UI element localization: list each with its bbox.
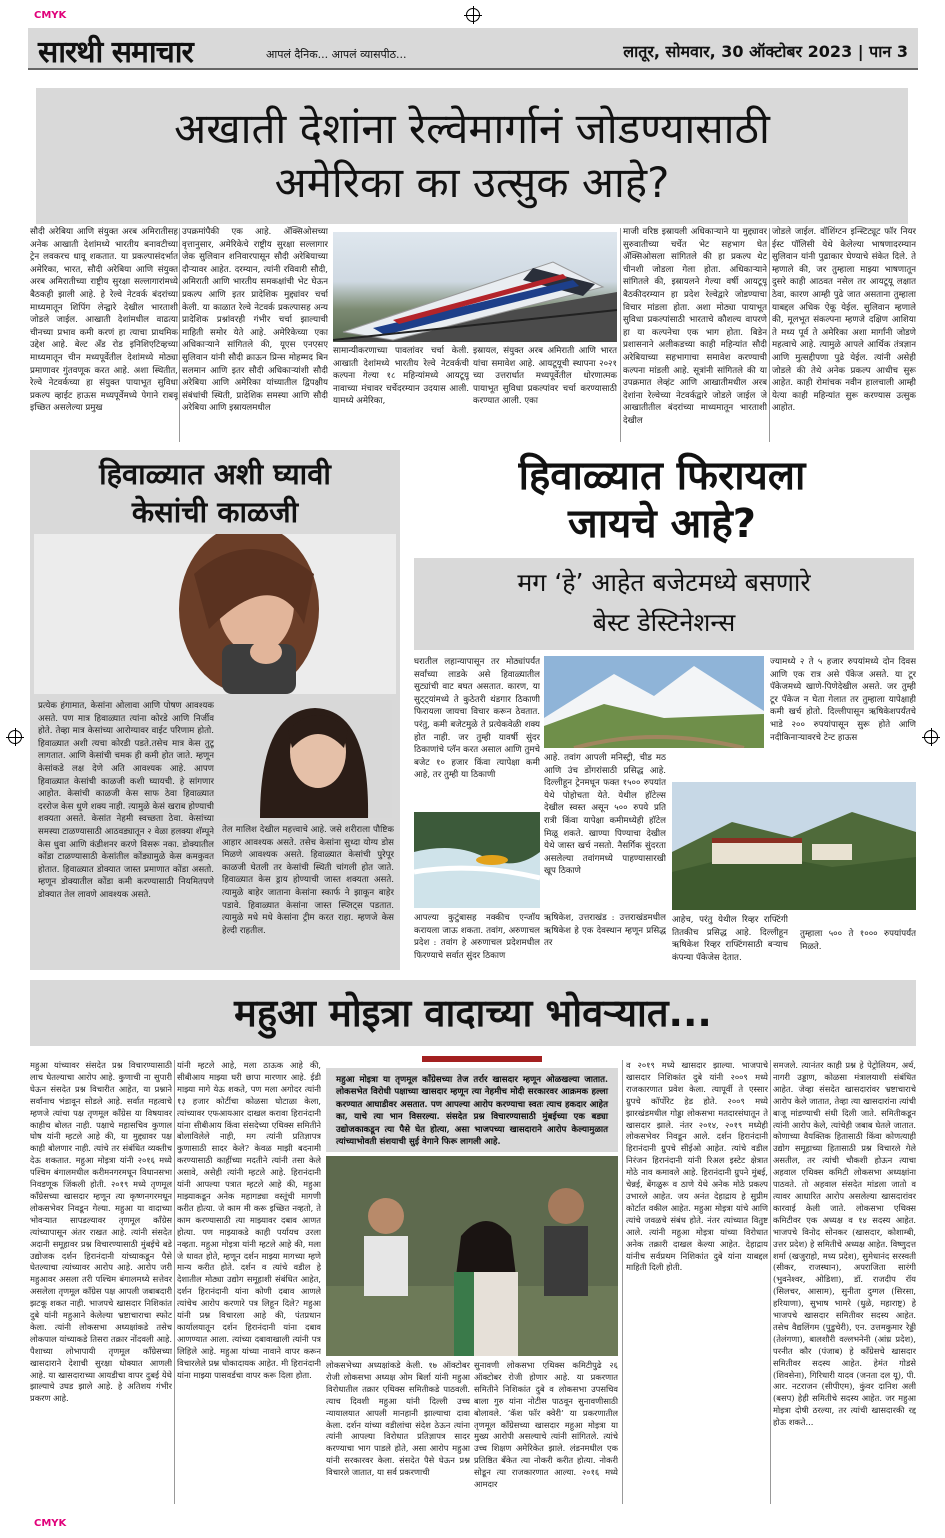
story3-headline-line1: हिवाळ्यात फिरायला <box>518 453 806 499</box>
story3-column-3c: तुम्हाला ५०० ते १००० रुपयांपर्यंत मिळते. <box>800 929 916 952</box>
story3-column-1: घरातील लहान्यापासून तर मोठ्यांपर्यंत सर्वांच्या लाडके असे हिवाळ्यातील सुट्यांची वाट बघत असतात. कारण, या सुट्ट्यांमध्ये ते कुठेतरी थंडगार ठिकाणी फिरायला जायचा विचार करून ठेवतात. परंतु, कमी बजेटमुळे ते प्रत्येकवेळी शक्य होत नाही. जर तुम्ही यावर्षी सुंदर ठिकाणांचे प्लॅन करत असाल आणि तुमचे बजेट १० हजार किंवा त्यापेक्षा कमी आहे, तर तुम्ही या ठिकाणी <box>414 657 540 781</box>
quote-top-bar <box>422 1056 542 1062</box>
story4-headline-box <box>30 980 916 1046</box>
cmyk-mark-bottom: CMYK <box>34 1518 67 1529</box>
story3-headline-line2: जायचे आहे? <box>568 501 756 547</box>
story3-column-2: आहे. तवांग आपली मनिस्ट्री, चीड मठ आणि उंच डोंगरांसाठी प्रसिद्ध आहे. दिल्लीहून ट्रेनमधून फक्त १५०० रुपयांत येथे पोहोचता येते. येथील हॉटेल्स देखील स्वस्त असून ५०० रुपये प्रति रात्री किंवा यापेक्षा कमीमध्येही हॉटेल मिळू शकते. खाण्या पिण्याचा देखील येथे जास्त खर्च नसतो. नैसर्गिक सुंदरता असलेल्या तवांगमध्ये पाहण्यासारखी खूप ठिकाणे <box>544 753 666 877</box>
story4-column-4: सुनावणी लोकसभा एथिक्स कमिटीपुढे २६ ऑक्टोबर रोजी होणार आहे. या प्रकरणात समितीने निशिकांत दुबे व लोकसभा उपसचिव बाला गुरु यांना नोटीस पाठवून सुनावणीसाठी बोलावले. ‘कॅश फॉर क्वेरी’ या प्रकरणातील तृणमूल काँग्रेसच्या खासदार महुआ मोइत्रा या मुख्य आरोपी असल्याचे त्यांनी सांगितले. त्यांचे उच्च शिक्षण अमेरिकेत झाले. लंडनमधील एक प्रतिष्ठित बँकेत त्या नोकरी करीत होत्या. नोकरी सोडून त्या राजकारणात आल्या. २०१६ मध्ये आमदार <box>474 1360 618 1490</box>
story1-column-2: उपक्रमांपैकी एक आहे. अ‍ॅक्सिओसच्या वृत्तानुसार, अमेरिकेचे राष्ट्रीय सुरक्षा सल्लागार जेक सुलिवान शनिवारपासून सौदी अरेबियाच्या दौऱ्यावर आहेत. दरम्यान, त्यांनी रविवारी सौदी, अमिराती आणि भारतीय समकक्षांची भेट घेऊन प्रकल्प आणि इतर प्रादेशिक मुद्द्यांवर चर्चा केली. या काळात रेल्वे नेटवर्क प्रकल्पासह अन्य प्रादेशिक प्रश्नांवरही गंभीर चर्चा झाल्याची माहिती समोर येते आहे. अमेरिकेच्या एका अधिकाऱ्याने सांगितले की, यूएस एनएसए सुलिवान यांनी सौदी क्राऊन प्रिन्स मोहम्मद बिन सलमान आणि इतर सौदी अधिकाऱ्यांशी सौदी अरेबिया आणि अमेरिका यांच्यातील द्विपक्षीय संबंधांची स्थिती, प्रादेशिक समस्या आणि सौदी अरेबिया आणि इस्रायलमधील <box>182 227 328 414</box>
story3-column-2b: ऋषिकेश, उत्तराखंड : उत्तराखंडमधील ऋषिकेश हे एक देवस्थान म्हणून प्रसिद्ध तर <box>544 913 666 949</box>
parliament-speaker-icon <box>326 1156 618 1356</box>
story1-column-6: जोडले जाईल. वॉशिंग्टन इन्स्टिट्यूट फॉर नियर ईस्ट पॉलिसी येथे केलेल्या भाषणादरम्यान सुलिवान यांनी पुढाकार घेण्याचे संकेत दिले. ते म्हणाले की, जर तुम्हाला माझ्या भाषणातून दुसरे काही आठवत नसेल तर आयटूयू लक्षात ठेवा, कारण आम्ही पुढे जात असताना तुम्हाला याबद्दल अधिक ऐकू येईल. सुलिवान म्हणाले की, मूलभूत संकल्पना म्हणजे दक्षिण आशिया ते मध्य पूर्व ते अमेरिका अशा मार्गांनी जोडणे महत्वाचे आहे. त्यामुळे आपले आर्थिक तंत्रज्ञान आणि मुत्सद्दीपणा पुढे येईल. त्यांनी असेही जोडले की तेथे अनेक प्रकल्प आधीच सुरू आहेत. काही रोमांचक नवीन हालचाली आम्ही येत्या काही महिन्यांत सुरू करण्यास उत्सुक आहोत. <box>772 227 916 414</box>
story1-column-4: इस्रायल, संयुक्त अरब अमिराती आणि भारत यांचा समावेश आहे. आयटूयूची स्थापना २०२१ च्या उत्तरार्धात मध्यपूर्वेतील धोरणात्मक पायाभूत सुविधा प्रकल्पांवर चर्चा करण्यासाठी करण्यात आली. एका <box>473 346 617 407</box>
woman-hair-icon <box>220 700 392 818</box>
river-rafting-icon <box>414 812 540 908</box>
story3-subhead-line1: मग ‘हे’ आहेत बजेटमध्ये बसणारे <box>517 568 811 597</box>
story3-photo-2 <box>414 812 540 908</box>
story2-photo-1 <box>34 534 396 694</box>
story1-headline-line2: अमेरिका का उत्सुक आहे? <box>274 158 670 207</box>
mountain-icon <box>544 656 764 748</box>
train-icon <box>333 232 617 342</box>
column-rule <box>769 228 770 442</box>
story1-headline-box <box>36 88 908 224</box>
story2-column-2: तेल मालिश देखील महत्त्वाचे आहे. जसे शरीराला पौष्टिक आहार आवश्यक असते. तसेच केसांना सुध्दा योग्य डोस मिळणे आवश्यक असते. हिवाळ्यात केसांची पुरेपूर काळजी घेतली तर केसांची स्थिती चांगली होत जाते. हिवाळ्यात केस ड्राय होण्याची जास्त शक्यता असते. त्यामुळे बाहेर जाताना केसांना स्कार्फ ने झाकून बाहेर पडावे. हिवाळ्यात केसांना जास्त स्प्लिट्स पडतात. त्यामुळे मधे मधे केसांना ट्रीम करत राहा. म्हणजे केस हेल्दी राहतील. <box>222 825 394 936</box>
story2-headline-line2: केसांची काळजी <box>131 495 299 529</box>
story3-photo-3 <box>672 782 916 910</box>
story4-column-3: लोकसभेच्या अध्यक्षांकडे केली. १७ ऑक्टोबर रोजी लोकसभा अध्यक्ष ओम बिर्ला यांनी महुआ विरोधातील तक्रार एथिक्स समितीकडे पाठवली. त्याच दिवशी महुआ यांनी दिल्ली उच्च न्यायालयात आपली मानहानी झाल्याचा दावा केला. दर्शन यांच्या वडीलांचा संदेश ठेऊन त्यांना त्यांनी आपल्या विरोधात प्रतिज्ञापत्र सादर करण्याचा भाग पाडले होते, असा आरोप महुआ यांनी सरकारवर केला. संसदेत पैसे घेऊन प्रश्न विचारले जातात, या सर्व प्रकरणाची <box>326 1360 470 1478</box>
story4-pull-quote: महुआ मोइत्रा या तृणमूल कॉंग्रेसच्या तेज तर्रार खासदार म्हणून ओळखल्या जातात. लोकसभेत विरोधी पक्षाच्या खासदार म्हणून त्या नेहमीच मोदी सरकारवर आक्रमक हल्ला करण्यात आघाडीवर असतात. पण आपल्या आरोप करण्याचा स्वतः त्याच हकदार आहेत का, याचे त्या भान विसरल्या. संसदेत प्रश्न विचारण्यासाठी मुंबईच्या एक बड्या उद्योजकाकडून त्या पैसे घेत होत्या, असा भाजपच्या खासदाराने आरोप केल्यामुळात त्यांच्याभोवती संशयाची सुई वेगाने फिरू लागली आहे. <box>326 1068 618 1152</box>
story2-headline-line1: हिवाळ्यात अशी घ्यावी <box>99 457 331 491</box>
story3-subhead-line2: बेस्ट डेस्टिनेशन्स <box>592 608 736 637</box>
column-rule <box>179 228 180 442</box>
story4-headline: महुआ मोइत्रा वादाच्या भोवऱ्यात... <box>234 991 712 1035</box>
story3-column-1b: आपल्या कुटुंबासह नक्कीच एन्जॉय करायला जाऊ शकता. तवांग, अरुणाचल प्रदेश : तवांग हे अरुणाचल प्रदेशमधील फिरण्याचे सर्वात सुंदर ठिकाण <box>414 913 540 961</box>
story4-column-1: महुआ यांच्यावर संसदेत प्रश्न विचारण्यासाठी लाच घेतल्याचा आरोप आहे. कुणाची ना सुपारी घेऊन संसदेत प्रश्न विचारीत आहेत, या प्रश्नाने सर्वांनाच भंडावून सोडले आहे. सर्वात महत्वाचे म्हणजे त्यांचा पक्ष तृणमूल काँग्रेस या विषयावर काहीच बोलत नाही. पक्षाचे महासचिव कुणाल घोष यांनी म्हटले आहे की, या मुद्द्यावर पक्ष काही बोलणार नाही. त्यांचे तर संबंधित व्यक्तीच देऊ शकतात. महुआ मोइत्रा यांनी २०१६ मध्ये पश्चिम बंगालमधील करीमनगरमधून विधानसभा निवडणूक जिंकली होती. २०१९ मध्ये तृणमूल काँग्रेसच्या खासदार म्हणून त्या कृष्णनगरमधून लोकसभेवर निवडून गेल्या. महुआ या वादाच्या भोवऱ्यात सापडल्यावर तृणमूल काँग्रेस त्यांच्यापासून अंतर राखत आहे. त्यांनी संसदेत अदानी समूहावर प्रश्न विचारण्यासाठी मुंबईचे बडे उद्योजक दर्शन हिरानंदानी यांच्याकडून पैसे घेतल्याचा त्यांच्यावर आरोप आहे. आरोप जरी महुआवर असला तरी पश्चिम बंगालमध्ये सत्तेवर असलेला तृणमूल काँग्रेस पक्ष आपली जबाबदारी झटकू शकत नाही. भाजपचे खासदार निशिकांत दुबे यांनी महुआने केलेल्या भ्रष्टाचाराचा स्फोट केला. त्यांनी लोकसभा अध्यक्षांकडे तसेच लोकपाल यांच्याकडे तिसरा तक्रार नोंदवली आहे. पैशाच्या लोभापायी तृणमूल काँग्रेसच्या खासदाराने देशाची सुरक्षा धोक्यात आणली आहे. या खासदाराच्या आयडीचा वापर दुबई येथे झाल्याचे उघड झाले आहे. हे अतिशय गंभीर प्रकरण आहे. <box>30 1060 172 1404</box>
story4-column-2: यांनी म्हटले आहे, मला ठाऊक आहे की, सीबीआय माझ्या घरी छापा मारणार आहे. ईडी माझ्या मागे येऊ शकते, पण मला अगोदर त्यांनी १३ हजार कोटींचा कोळसा घोटाळा केला, त्यांच्यावर एफआयआर दाखल करावा हिरानंदानी यांना सीबीआय किंवा संसदेच्या एथिक्स समितीने बोलाविलेले नाही, मग त्यांनी प्रतिज्ञापत्र कुणासाठी सादर केले? केवळ माझी बदनामी करण्यासाठी काहींच्या मदतीने त्यांनी तसा केले असावे, असेही त्यांनी म्हटले आहे. हिरानंदानी यांनी आपल्या पत्रात म्हटले आहे की, महुआ माझ्याकडून अनेक महागड्या वस्तूंची मागणी करीत होत्या. जे काम मी करू इच्छित नव्हतो, ते काम करण्यासाठी त्या माझ्यावर दबाव आणत होत्या. पण माझ्याकडे काही पर्यायच उरला नव्हता. महुआ मोइत्रा यांनी म्हटले आहे की, मला जे धावत होते, म्हणून दर्शन माझ्या मागच्या म्हणे मान्य करीत होते. दर्शन व त्यांचे वडील हे देशातील मोठ्या उद्योग समूहाशी संबंधित आहेत, दर्शन हिरानंदानी यांना कोणी दबाव आणले त्यांचेच आरोप करणारे पत्र लिहून दिले? महुआ यांनी प्रश्न विचारला आहे की, पंतप्रधान कार्यालयातून दर्शन हिरानंदानी यांना दबाव आणण्यात आला. त्यांच्या दबावाखाली त्यांनी पत्र लिहिले आहे. महुआ यांच्या नावाने वापर करून विचारलेले प्रश्न धोकादायक आहेत. मी हिरानंदानी यांना माझ्या पासवर्डचा वापर करू दिला होता. <box>177 1060 321 1380</box>
story1-column-3: सामान्यीकरणाच्या पावलांवर चर्चा केली. आखाती देशांमध्ये भारतीय रेल्वे नेटवर्कची कल्पना गेल्या १८ महिन्यांमध्ये आयटूयू नावाच्या मंचावर चर्चेदरम्यान उदयास आली. यामध्ये अमेरिका, <box>333 346 469 407</box>
story3-column-3b: आहेच, परंतु येथील रिव्हर राफ्टिंगी तितकीच प्रसिद्ध आहे. दिल्लीहून ऋषिकेश रिव्हर राफ्टिंगसाठी बऱ्याच कंपन्या पॅकेजेस देतात. <box>672 915 788 963</box>
story3-column-3: ज्यामध्ये २ ते ५ हजार रुपयांमध्ये दोन दिवस आणि एक रात्र असे पॅकेज असते. या टूर पॅकेजमध्ये खाणे-पिणेदेखील असते. जर तुम्ही टूर पॅकेज न घेता गेलात तर तुम्हाला यापेक्षाही कमी खर्च होतो. दिल्लीपासून ऋषिकेशपर्यंतचे भाडे २०० रुपयांपासून सुरू होते आणि नदीकिनाऱ्यावरचे टेन्ट हाऊस <box>770 657 916 743</box>
story1-column-5: माजी वरिष्ठ इस्रायली अधिकाऱ्याने या मुद्द्यावर सुरुवातीच्या चर्चेत भेट सहभाग घेत अ‍ॅक्सिओसला सांगितले की हा प्रकल्प थेट चीनशी जोडला गेला होता. अधिकाऱ्याने सांगितले की, इस्रायलने गेल्या वर्षी आयटूयू बैठकीदरम्यान हा प्रदेश रेल्वेद्वारे जोडण्याचा विचार मांडला होता. अशा मोठ्या पायाभूत सुविधा प्रकल्पांसाठी भारताचे कौशल्य वापरणे हा या कल्पनेचा एक भाग होता. बिडेन प्रशासनाने अलीकडच्या काही महिन्यांत सौदी अरेबियाच्या सहभागाचा समावेश करण्याची कल्पना मांडली आहे. सूत्रांनी सांगितले की या उपक्रमात लेव्हंट आणि आखातीमधील अरब देशांना रेल्वेच्या नेटवर्कद्वारे जोडले जाईल जे आखातीतील बंदरांच्या माध्यमातून भारताशी देखील <box>623 227 767 426</box>
story4-column-5: व २०१९ मध्ये खासदार झाल्या. भाजपाचे खासदार निशिकांत दुबे यांनी २००९ मध्ये राजकारणात प्रवेश केला. त्यापूर्वी ते एस्सार ग्रुपचे कॉर्पोरेट हेड होते. २००९ मध्ये झारखंडमधील गोड्डा लोकसभा मतदारसंघातून ते खासदार झाले. नंतर २०१४, २०१९ मध्येही लोकसभेवर निवडून आले. दर्शन हिरानंदानी हिरानंदानी ग्रुपचे सीईओ आहेत. त्यांचे वडील निरंजन हिरानंदानी यांनी रिअल इस्टेट क्षेत्रात मोठे नाव कमावले आहे. हिरानंदानी ग्रुपने मुंबई, चेन्नई, बेंगळुरू व ठाणे येथे अनेक मोठे प्रकल्प उभारले आहेत. जय अनंत देहाद्राय हे सुप्रीम कोर्टात वकील आहेत. महुआ मोइत्रा यांचे आणि त्यांचे जवळचे संबंध होते. नंतर त्यांच्यात वितुष्ट आले. त्यांनी महुआ मोइत्रा यांच्या विरोधात अनेक तक्रारी दाखल केल्या आहेत. देहाद्राय यांनीच सर्वप्रथम निशिकांत दुबे यांना याबद्दल माहिती दिली होती. <box>626 1060 768 1273</box>
story1-column-1: सौदी अरेबिया आणि संयुक्त अरब अमिरातीसह अनेक आखाती देशांमध्ये भारतीय बनावटीच्या ट्रेन लवकरच धावू शकतात. या प्रकल्पासंदर्भात अमेरिका, भारत, सौदी अरेबिया आणि संयुक्त अरब अमिरातीच्या राष्ट्रीय सुरक्षा सल्लागारांमध्ये बैठकही झाली आहे. हे रेल्वे नेटवर्क बंदरांच्या माध्यमातून शिपिंग लेन्द्वारे देखील भारताशी जोडले जाईल. आखाती देशांमधील वाढत्या चीनच्या प्रभाव कमी करणं हा त्याचा प्राथमिक उद्देश आहे. बेल्ट अँड रोड इनिशिएटिव्हच्या माध्यमातून चीन मध्यपूर्वेतील देशांमध्ये मोठ्या प्रमाणावर गुंतवणूक करत आहे. अशा स्थितीत, रेल्वे नेटवर्कच्या हा संयुक्त पायाभूत सुविधा प्रकल्प व्हाईट हाऊस मध्यपूर्वेमध्ये पेगाने राबवू इच्छित असलेल्या प्रमुख <box>30 227 178 414</box>
column-rule <box>770 1060 771 1504</box>
registration-mark-icon <box>466 8 480 22</box>
woman-portrait-icon <box>34 534 396 694</box>
masthead <box>28 28 918 70</box>
monastery-icon <box>672 782 916 910</box>
registration-mark-icon <box>8 730 22 744</box>
story2-photo-2 <box>220 700 392 818</box>
tagline: आपलं दैनिक... आपलं व्यासपीठ... <box>266 48 407 61</box>
cmyk-mark-top: CMYK <box>34 10 67 21</box>
column-rule <box>174 1060 175 1504</box>
story1-headline-line1: अखाती देशांना रेल्वेमार्गानं जोडण्यासाठी <box>174 104 770 153</box>
column-rule <box>620 228 621 442</box>
story3-photo-1 <box>544 656 764 748</box>
column-rule <box>622 1060 623 1504</box>
story2-column-1: प्रत्येक हंगामात, केसांना ओलावा आणि पोषण आवश्यक असते. पण मात्र हिवाळ्यात त्यांना कोरडे आणि निर्जीव होते. तेव्हा मात्र केसांच्या आरोग्यावर वाईट परिणाम होतो. हिवाळ्यात अशी त्यचा कोरडी पडते.तसेच मात्र केस तुटू लागतात. आणि केसांची चमक ही कमी होत जाते. म्हणून केसांकडे लक्ष देणे अति आवश्यक आहे. आपण हिवाळ्यात केसांची काळजी कशी घ्यायची. हे सांगणार आहोत. केसांची काळजी केस साफ ठेवा हिवाळ्यात दररोज केस धुणे शक्य नाही. त्यामुळे केसं खराब होण्याची शक्यता असते. केसांत नेहमी स्वच्छता ठेवा. केसांच्या समस्या टाळण्यासाठी आठवड्यातून २ वेळा हलक्या शॅम्पूने केस धुवा आणि कंडीशनर करणे विसरू नका. डोक्यातील कोंडा टाळण्यासाठी केसांतील कोंड्यामुळे केस कमकुवत होतात. हिवाळ्यात डोक्यात जास्त प्रमाणात कोंडा असतो. म्हणून डोक्यातील कोंडा कमी करण्यासाठी नियमितपणे डोक्यात तेल लावणे आवश्यक असते. <box>38 701 214 900</box>
story3-subhead-box <box>414 558 914 650</box>
story1-photo <box>333 232 617 342</box>
registration-mark-icon <box>924 730 938 744</box>
newspaper-logo: सारथी समाचार <box>38 35 193 70</box>
story4-photo <box>326 1156 618 1356</box>
dateline: लातूर, सोमवार, 30 ऑक्टोबर 2023 | पान 3 <box>623 42 908 61</box>
story4-column-6: समजले. त्यानंतर काही प्रश्न हे पेट्रोलियम, अर्थ, नागरी उड्डाण, कोळसा मंत्रालयाशी संबंधित आहेत. जेव्हा संसदेत खासदारांवर भ्रष्टाचाराचे आरोप केले जातात, तेव्हा त्या खासदारांना त्यांची बाजू मांडण्याची संधी दिली जाते. समितीकडून त्यांनी आरोप केले, त्यांचेही जबाब घेतले जातात. कोणाच्या वैयक्तिक हितासाठी किंवा कोणत्याही उद्योग समूहाच्या हितासाठी प्रश्न विचारले गेले असतील, तर त्यांची चौकशी होऊन त्याचा अहवाल एथिक्स कमिटी लोकसभा अध्यक्षांना पाठवते. तो अहवाल संसदेत मांडला जातो व त्यावर आधारित आरोप असलेल्या खासदारांवर कारवाई केली जाते. लोकसभा एथिक्स कमिटीवर एक अध्यक्ष व १४ सदस्य आहेत. भाजपचे विनोद सोनकर (खासदार, कोशाम्बी, उत्तर प्रदेश) हे समितीचे अध्यक्ष आहेत. विष्णुदत्त शर्मा (खजुराहो, मध्य प्रदेश), सुमेधानंद सरस्वती (सीकर, राजस्थान), अपराजिता सारंगी (भुवनेश्वर, ओडिशा), डॉ. राजदीप रॉय (सिलचर, आसाम), सुनीता दुग्गल (सिरसा, हरियाणा), सुभाष भामरे (धुळे, महाराष्ट्र) हे भाजपचे खासदार समितीवर सदस्य आहेत. तसेच वैद्यलिंगम (पुडुचेरी), एन. उत्तमकुमार रेड्डी (तेलंगणा), बालशौरी वल्लभनेनी (आंध्र प्रदेश), परनीत कौर (पंजाब) हे काँग्रेसचे खासदार समितीवर सदस्य आहेत. हेमंत गोडसे (शिवसेना), गिरिधारी यादव (जनता दल यू), पी. आर. नटराजन (सीपीएम), कुंवर दानिश अली (बसप) हेही समितीचे सदस्य आहेत. जर महुआ मोइत्रा दोषी ठरल्या, तर त्यांची खासदारकी रद्द होऊ शकते... <box>773 1060 916 1428</box>
